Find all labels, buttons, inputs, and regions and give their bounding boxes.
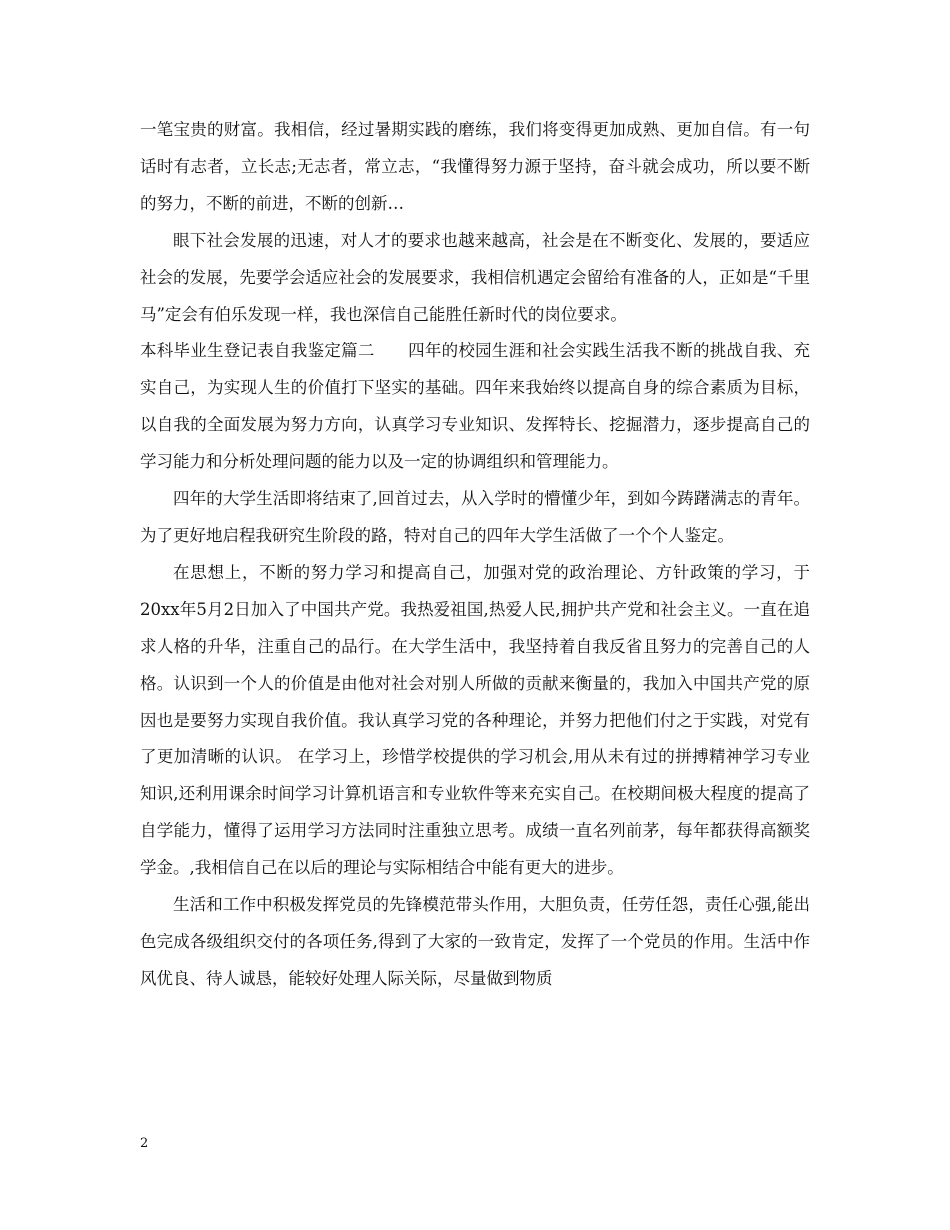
paragraph-6: 生活和工作中积极发挥党员的先锋模范带头作用，大胆负责，任劳任怨，责任心强,能出色完成各级组织交付的各项任务,得到了大家的一致肯定，发挥了一个党员的作用。生活中作风优良、待人诚恳，能较好处理人际关际，尽量做到物质 xyxy=(140,895,810,988)
paragraph-2: 眼下社会发展的迅速，对人才的要求也越来越高，社会是在不断变化、发展的，要适应社会的发展，先要学会适应社会的发展要求，我相信机遇定会留给有准备的人，正如是“千里马”定会有伯乐发现一样，我也深信自己能胜任新时代的岗位要求。 xyxy=(140,230,810,324)
paragraph-3-section-heading: 本科毕业生登记表自我鉴定篇二 四年的校园生涯和社会实践生活我不断的挑战自我、充实自己，为实现人生的价值打下坚实的基础。四年来我始终以提高自身的综合素质为目标，以自我的全面发展为努力方向，认真学习专业知识、发挥特长、挖掘潜力，逐步提高自己的学习能力和分析处理问题的能力以及一定的协调组织和管理能力。 xyxy=(140,341,810,472)
paragraph-1: 一笔宝贵的财富。我相信，经过暑期实践的磨练，我们将变得更加成熟、更加自信。有一句话时有志者，立长志;无志者，常立志，“我懂得努力源于坚持，奋斗就会成功，所以要不断的努力，不断的前进，不断的创新… xyxy=(140,120,810,213)
body-text xyxy=(140,112,810,998)
page-number: 2 xyxy=(140,1136,149,1151)
paragraph-4: 四年的大学生活即将结束了,回首过去，从入学时的懵懂少年，到如今踌躇满志的青年。为了更好地启程我研究生阶段的路，特对自己的四年大学生活做了一个个人鉴定。 xyxy=(140,489,810,545)
paragraph-5: 在思想上，不断的努力学习和提高自己，加强对党的政治理论、方针政策的学习，于 20xx年5月2日加入了中国共产党。我热爱祖国,热爱人民,拥护共产党和社会主义。一直在追求人格的升华，注重自己的品行。在大学生活中，我坚持着自我反省且努力的完善自己的人格。认识到一个人的价值是由他对社会对别人所做的贡献来衡量的，我加入中国共产党的原因也是要努力实现自我价值。我认真学习党的各种理论，并努力把他们付之于实践，对党有了更加清晰的认识。 在学习上，珍惜学校提供的学习机会,用从未有过的拼搏精神学习专业知识,还利用课余时间学习计算机语言和专业软件等来充实自己。在校期间极大程度的提高了自学能力，懂得了运用学习方法同时注重独立思考。成绩一直名列前茅，每年都获得高额奖学金。,我相信自己在以后的理论与实际相结合中能有更大的进步。 xyxy=(140,562,810,878)
